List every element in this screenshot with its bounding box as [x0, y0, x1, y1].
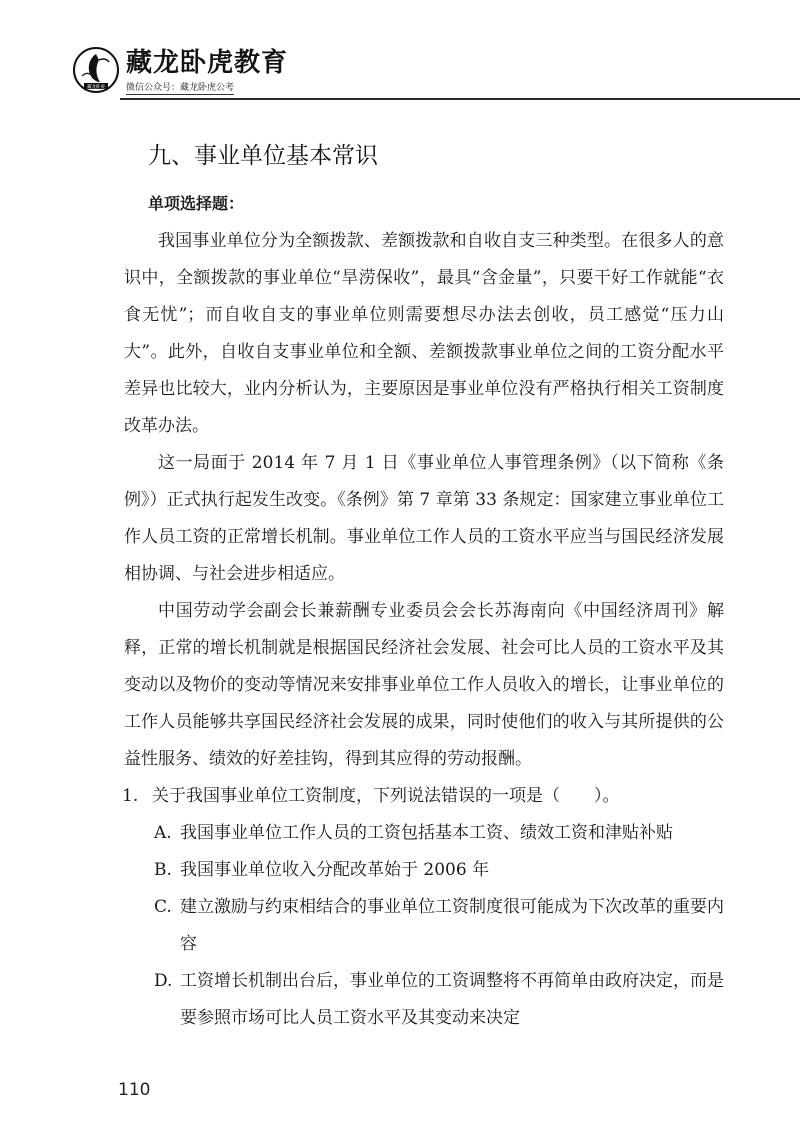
question-type-heading: 单项选择题： [148, 194, 245, 213]
option-text: 我国事业单位工作人员的工资包括基本工资、绩效工资和津贴补贴 [180, 823, 673, 843]
question-stem [124, 778, 724, 815]
brand-name: 藏龙卧虎教育 [126, 48, 289, 78]
page-header [0, 0, 800, 100]
document-body [124, 223, 724, 1037]
question-number: 1. [122, 786, 139, 806]
option-letter: C. [154, 897, 172, 917]
option-b [124, 852, 724, 889]
option-text: 工资增长机制出台后，事业单位的工资调整将不再简单由政府决定，而是要参照市场可比人员工资水平及其变动来决定 [180, 971, 724, 1028]
option-letter: B. [154, 860, 172, 880]
paragraph-3: 中国劳动学会副会长兼薪酬专业委员会会长苏海南向《中国经济周刊》解释，正常的增长机制就是根据国民经济社会发展、社会可比人员的工资水平及其变动以及物价的变动等情况来安排事业单位工作人员收入的增长，让事业单位的工作人员能够共享国民经济社会发展的成果，同时使他们的收入与其所提供的公益性服务、绩效的好差挂钩，得到其应得的劳动报酬。 [124, 601, 724, 769]
crane-logo-icon [72, 46, 120, 94]
paragraph-1: 我国事业单位分为全额拨款、差额拨款和自收自支三种类型。在很多人的意识中，全额拨款的事业单位“旱涝保收”，最具“含金量”，只要干好工作就能“衣食无忧”；而自收自支的事业单位则需要想尽办法去创收，员工感觉“压力山大”。此外，自收自支事业单位和全额、差额拨款事业单位之间的工资分配水平差异也比较大，业内分析认为，主要原因是事业单位没有严格执行相关工资制度改革办法。 [124, 231, 724, 436]
option-a [124, 815, 724, 852]
option-c [124, 889, 724, 963]
section-title: 九、事业单位基本常识 [148, 143, 378, 169]
question-text: 关于我国事业单位工资制度，下列说法错误的一项是（ ）。 [152, 786, 620, 806]
option-letter: A. [154, 823, 172, 843]
header-rule [120, 98, 800, 100]
logo-text: 藏龙卧虎 [87, 85, 105, 90]
option-text: 建立激励与约束相结合的事业单位工资制度很可能成为下次改革的重要内容 [180, 897, 724, 954]
paragraph-2: 这一局面于 2014 年 7 月 1 日《事业单位人事管理条例》（以下简称《条例》）正式执行起发生改变。《条例》第 7 章第 33 条规定：国家建立事业单位工作人员工资的正常增长机制。事业单位工作人员的工资水平应当与国民经济发展相协调、与社会进步相适应。 [124, 453, 724, 584]
option-d [124, 963, 724, 1037]
page-number: 110 [118, 1080, 151, 1100]
option-text: 我国事业单位收入分配改革始于 2006 年 [180, 860, 490, 880]
brand-subtitle: 微信公众号：藏龙卧虎公考 [126, 83, 235, 93]
option-letter: D. [154, 971, 173, 991]
